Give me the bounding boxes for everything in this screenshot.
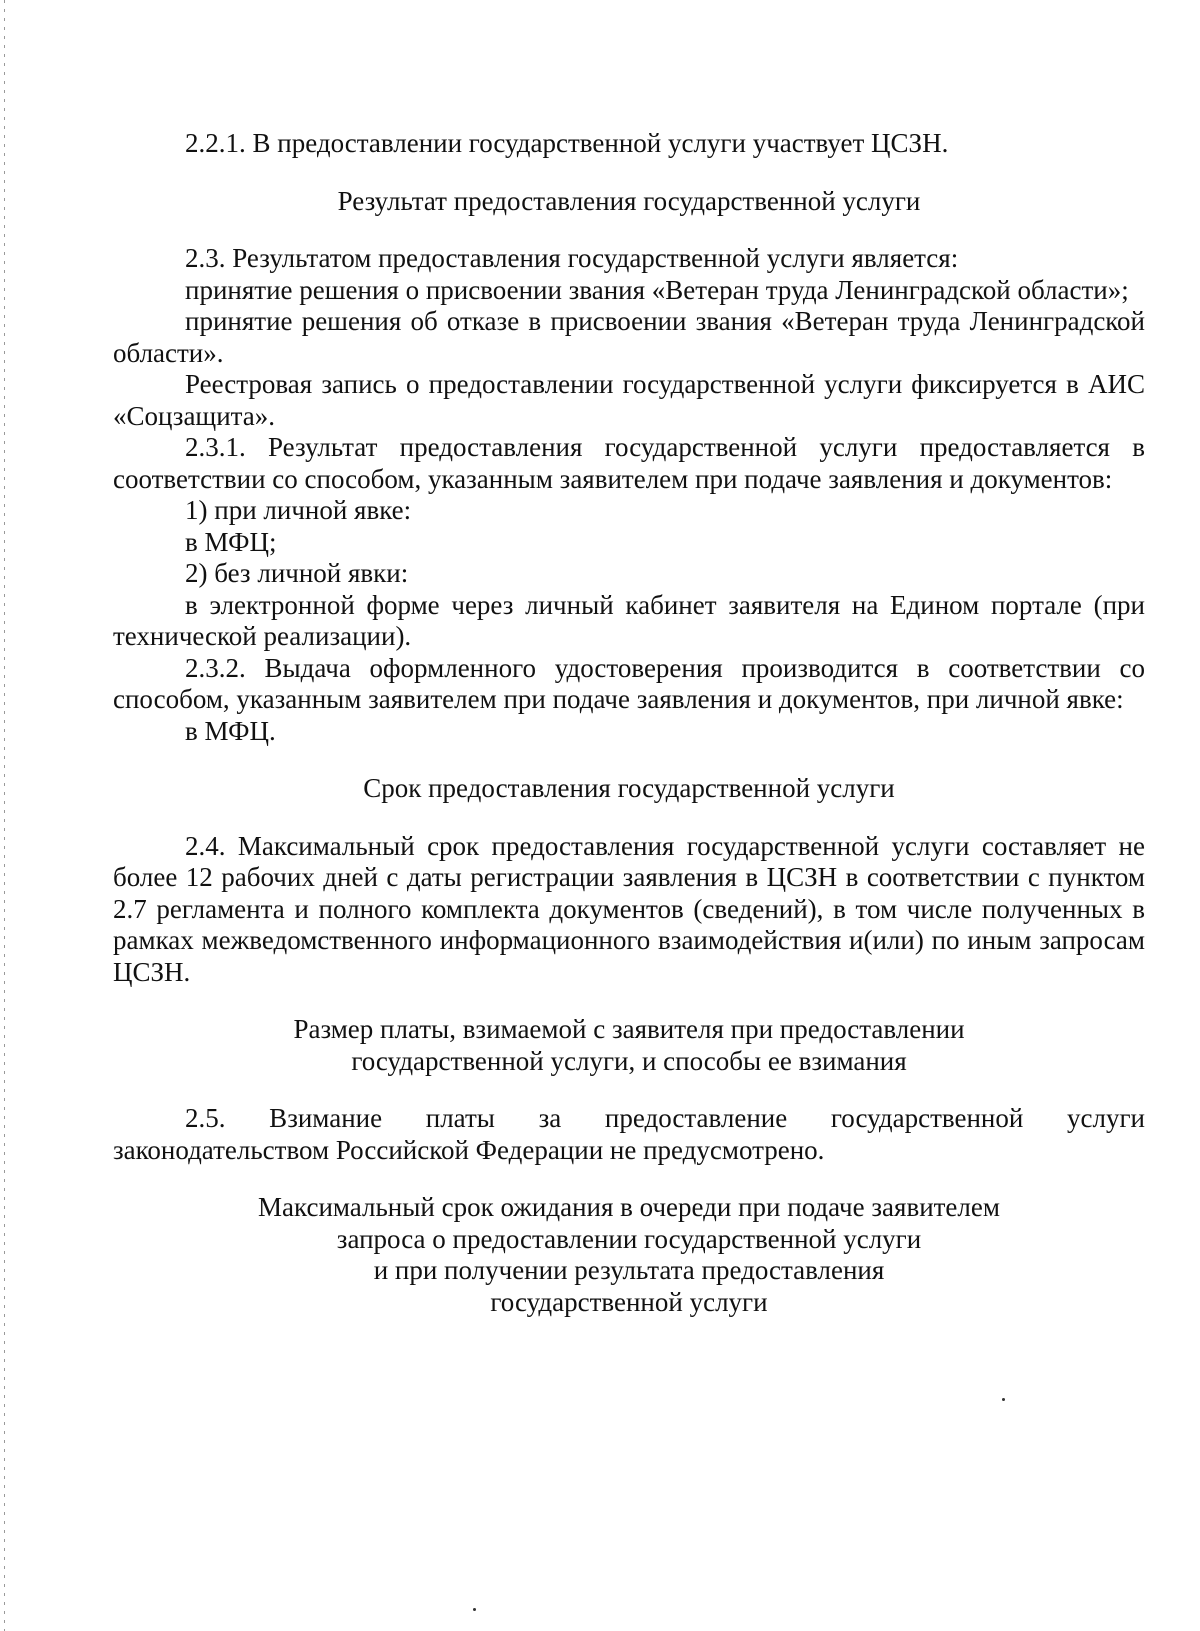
paragraph-2-3-1-item-2: 2) без личной явки: (185, 558, 409, 588)
heading-result: Результат предоставления государственной услуги (337, 185, 921, 216)
heading-queue-line-1: Максимальный срок ожидания в очереди при подаче заявителем (258, 1192, 1000, 1222)
paragraph-2-3-1: 2.3.1. Результат предоставления государственной услуги предоставляется в соответствии со способом, указанным заявителем при подаче заявления и документов: (113, 432, 1145, 494)
heading-queue-line-4: государственной услуги (490, 1286, 768, 1317)
paragraph-2-3-1-electronic: в электронной форме через личный кабинет заявителя на Едином портале (при технической реализации). (113, 589, 1145, 651)
heading-fee-line-2: государственной услуги, и способы ее взимания (351, 1045, 907, 1076)
heading-queue-line-2: запроса о предоставлении государственной услуги (336, 1223, 922, 1254)
heading-queue (113, 1192, 1145, 1318)
paragraph-2-3: 2.3. Результатом предоставления государственной услуги является: (185, 243, 959, 273)
heading-fee (113, 1014, 1145, 1077)
scan-speck (473, 1608, 476, 1611)
heading-term: Срок предоставления государственной услуги (363, 773, 895, 803)
paragraph-2-2-1: 2.2.1. В предоставлении государственной услуги участвует ЦСЗН. (185, 128, 949, 158)
paragraph-2-5: 2.5. Взимание платы за предоставление государственной услуги законодательством Российской Федерации не предусмотрено. (113, 1103, 1145, 1165)
scan-speck (1002, 1398, 1005, 1401)
document-page (113, 128, 1145, 1318)
paragraph-2-3-item-a: принятие решения о присвоении звания «Ветеран труда Ленинградской области»; (185, 274, 1129, 305)
heading-queue-line-3: и при получении результата предоставления (373, 1255, 885, 1285)
paragraph-2-3-1-item-1: 1) при личной явке: (185, 495, 412, 525)
paragraph-2-4: 2.4. Максимальный срок предоставления государственной услуги составляет не более 12 рабочих дней с даты регистрации заявления в ЦСЗН в соответствии с пунктом 2.7 регламента и полного комплекта документов (сведений), в том числе полученных в рамках межведомственного информационного взаимодействия и(или) по иным запросам ЦСЗН. (113, 830, 1145, 987)
heading-fee-line-1: Размер платы, взимаемой с заявителя при предоставлении (293, 1014, 965, 1044)
paragraph-2-3-1-mfc: в МФЦ; (185, 526, 277, 557)
paragraph-2-3-registry: Реестровая запись о предоставлении государственной услуги фиксируется в АИС «Соцзащита». (113, 369, 1145, 431)
paragraph-2-3-2: 2.3.2. Выдача оформленного удостоверения производится в соответствии со способом, указанным заявителем при подаче заявления и документов, при личной явке: (113, 652, 1145, 714)
scan-edge (4, 0, 5, 1631)
paragraph-2-3-item-b: принятие решения об отказе в присвоении звания «Ветеран труда Ленинградской области». (113, 306, 1145, 368)
paragraph-2-3-2-mfc: в МФЦ. (185, 715, 276, 746)
